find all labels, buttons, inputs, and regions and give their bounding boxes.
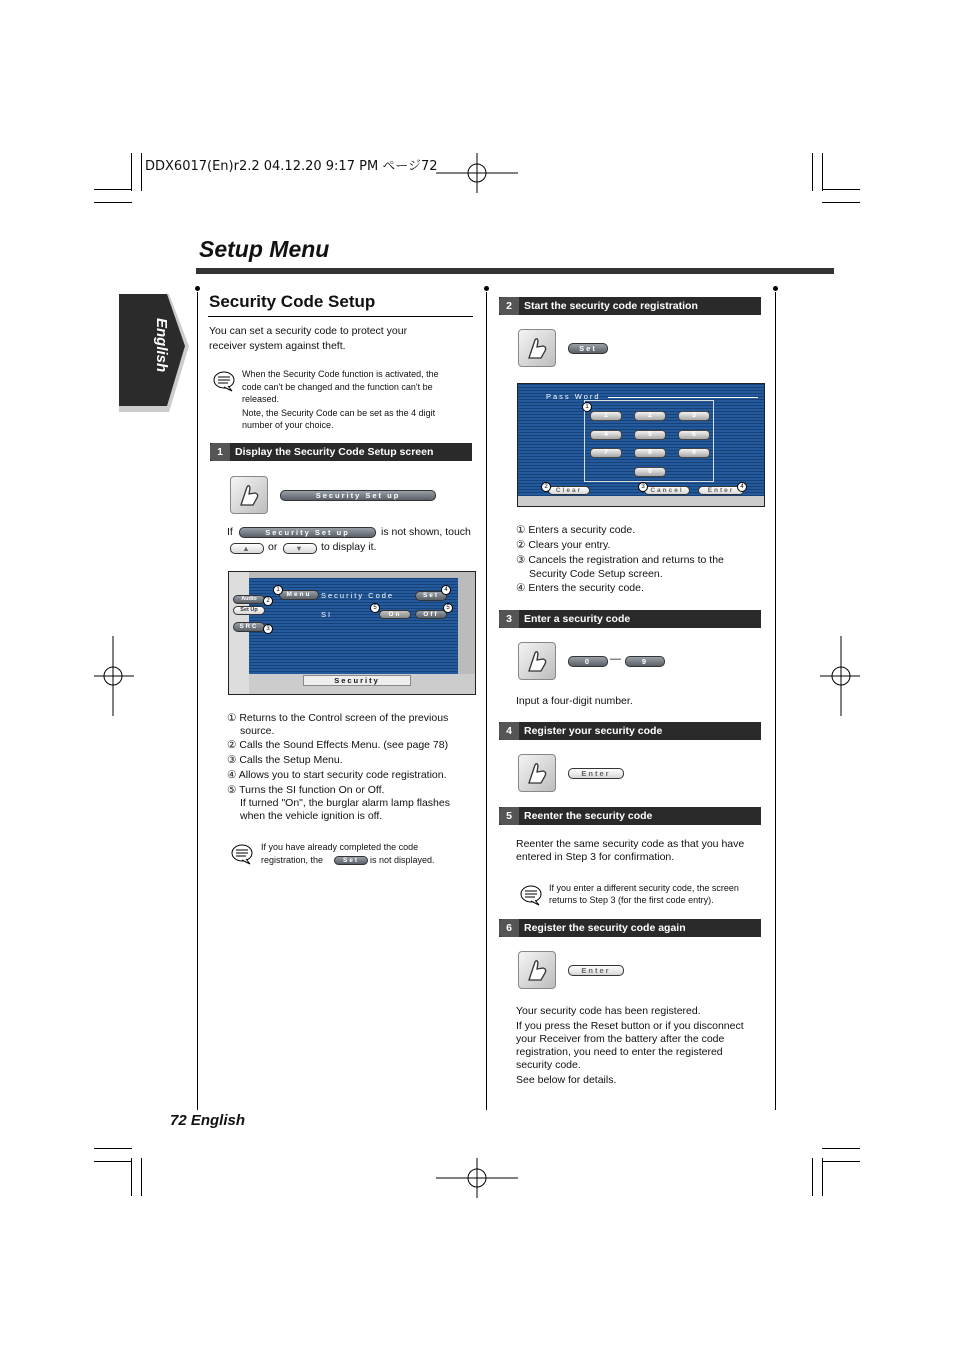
cancel-button[interactable]: Cancel [644, 486, 690, 495]
step-6-text: security code. [516, 1059, 581, 1071]
registration-mark-icon [436, 153, 518, 193]
crop-mark [94, 189, 132, 190]
keypad-key[interactable]: 2 [634, 411, 666, 421]
list-item: ③ Cancels the registration and returns to the [516, 554, 724, 566]
setup-button[interactable]: Set Up [233, 606, 265, 615]
step-label: Enter a security code [524, 613, 631, 625]
print-header: DDX6017(En)r2.2 04.12.20 9:17 PM ページ72 [145, 159, 438, 174]
step-1-header [210, 443, 472, 461]
step-number: 4 [499, 722, 519, 740]
list-item: when the vehicle ignition is off. [240, 810, 383, 822]
keypad-key[interactable]: 0 [634, 467, 666, 477]
crop-mark [94, 1148, 132, 1149]
keypad-key[interactable]: 4 [590, 430, 622, 440]
keypad-key[interactable]: 5 [634, 430, 666, 440]
digit-9-button[interactable]: 9 [625, 656, 665, 667]
note-line: Note, the Security Code can be set as the 4 digit [242, 408, 436, 418]
security-code-label: Security Code [321, 591, 395, 600]
callout-3: 3 [263, 624, 273, 634]
callout-2: 2 [263, 596, 273, 606]
digit-0-button[interactable]: 0 [568, 656, 608, 667]
column-rule [775, 292, 776, 1110]
scroll-up-button[interactable]: ▲ [230, 543, 264, 554]
step-6-text: Your security code has been registered. [516, 1005, 701, 1017]
step-4-header [499, 722, 761, 740]
crop-mark [131, 153, 132, 191]
list-item: ② Clears your entry. [516, 539, 611, 551]
crop-mark [822, 153, 823, 191]
crop-mark [822, 189, 860, 190]
callout-4: 4 [737, 482, 747, 492]
callout-1: 1 [273, 585, 283, 595]
note-icon [230, 843, 254, 865]
si-on-button[interactable]: On [379, 610, 411, 619]
intro-line: You can set a security code to protect your [209, 325, 408, 337]
screen-footer-label: Security [303, 675, 411, 686]
list-item: If turned "On", the burglar alarm lamp flashes [240, 797, 450, 809]
note-line: returns to Step 3 (for the first code entry). [549, 895, 714, 905]
callout-5: 5 [370, 603, 380, 613]
callout-5: 5 [443, 603, 453, 613]
touch-hand-icon [230, 476, 268, 514]
step-number: 5 [499, 807, 519, 825]
section-rule [208, 316, 473, 317]
step-number: 3 [499, 610, 519, 628]
note-line: number of your choice. [242, 420, 334, 430]
if-text: If [227, 526, 233, 538]
note-line: When the Security Code function is activated, the [242, 369, 439, 379]
step-label: Start the security code registration [524, 300, 698, 312]
range-dash: — [610, 653, 621, 665]
step-label: Reenter the security code [524, 810, 653, 822]
registration-mark-icon [436, 1158, 518, 1198]
step-label: Register the security code again [524, 922, 686, 934]
crop-mark [131, 1158, 132, 1196]
column-dot [773, 286, 778, 291]
step-label: Register your security code [524, 725, 663, 737]
callout-1: 1 [582, 402, 592, 412]
crop-mark [822, 1161, 860, 1162]
step-6-text: If you press the Reset button or if you disconnect [516, 1020, 744, 1032]
note-icon [212, 370, 236, 392]
note-line: is not displayed. [370, 855, 435, 865]
column-dot [484, 286, 489, 291]
enter-button[interactable]: Enter [568, 768, 624, 779]
touch-hand-icon [518, 642, 556, 680]
intro-line: receiver system against theft. [209, 340, 346, 352]
list-item: ② Calls the Sound Effects Menu. (see page 78) [227, 739, 449, 751]
list-item: ④ Allows you to start security code registration. [227, 769, 447, 781]
step-6-text: your Receiver from the battery after the code [516, 1033, 725, 1045]
column-rule [197, 292, 198, 1110]
step-number: 1 [210, 443, 230, 461]
column-dot [195, 286, 200, 291]
security-setup-button-inline[interactable]: Security Set up [239, 527, 376, 538]
language-tab-label: English [153, 318, 170, 373]
security-setup-screen [228, 571, 476, 695]
keypad-key[interactable]: 1 [590, 411, 622, 421]
list-item: ① Enters a security code. [516, 524, 636, 536]
audio-button[interactable]: Audio [233, 595, 265, 604]
touch-hand-icon [518, 951, 556, 989]
scroll-down-button[interactable]: ▼ [283, 543, 317, 554]
step-6-text: See below for details. [516, 1074, 617, 1086]
list-item: ① Returns to the Control screen of the previous [227, 712, 449, 724]
note-line: If you enter a different security code, the screen [549, 883, 739, 893]
crop-mark [812, 153, 813, 191]
keypad-key[interactable]: 7 [590, 448, 622, 458]
crop-mark [94, 202, 132, 203]
step-5-text: Reenter the same security code as that you have [516, 838, 745, 850]
registration-mark-icon [820, 636, 860, 716]
crop-mark [822, 202, 860, 203]
menu-button[interactable]: Menu [279, 590, 319, 600]
crop-mark [822, 1148, 860, 1149]
or-text: or [268, 541, 278, 553]
crop-mark [812, 1158, 813, 1196]
step-number: 6 [499, 919, 519, 937]
touch-hand-icon [518, 329, 556, 367]
callout-3: 3 [638, 482, 648, 492]
note-line: released. [242, 394, 280, 404]
security-setup-button[interactable]: Security Set up [280, 490, 436, 501]
si-label: SI [321, 610, 333, 619]
enter-button[interactable]: Enter [698, 486, 744, 495]
set-button-inline[interactable]: Set [334, 856, 368, 865]
title-rule [196, 268, 834, 274]
to-display-text: to display it. [321, 541, 377, 553]
keypad-key[interactable]: 3 [678, 411, 710, 421]
list-item: ③ Calls the Setup Menu. [227, 754, 343, 766]
step-label: Display the Security Code Setup screen [235, 446, 434, 458]
page-title: Setup Menu [199, 236, 330, 262]
crop-mark [822, 1158, 823, 1196]
note-icon [519, 884, 543, 906]
crop-mark [141, 153, 142, 191]
note-line: If you have already completed the code [261, 842, 419, 852]
password-screen [517, 383, 765, 507]
keypad-key[interactable]: 6 [678, 430, 710, 440]
callout-4: 4 [441, 585, 451, 595]
section-title: Security Code Setup [209, 292, 376, 311]
set-button[interactable]: Set [415, 591, 447, 601]
note-line: registration, the [261, 855, 324, 865]
clear-button[interactable]: Clear [548, 486, 590, 495]
keypad-key[interactable]: 8 [634, 448, 666, 458]
registration-mark-icon [94, 636, 134, 716]
keypad-key[interactable]: 9 [678, 448, 710, 458]
step-6-header [499, 919, 761, 937]
callout-2: 2 [541, 482, 551, 492]
step-number: 2 [499, 297, 519, 315]
note-line: code can't be changed and the function can't be [242, 382, 433, 392]
step-5-text: entered in Step 3 for confirmation. [516, 851, 675, 863]
list-item: source. [240, 725, 275, 737]
touch-hand-icon [518, 754, 556, 792]
list-item: ⑤ Turns the SI function On or Off. [227, 784, 385, 796]
step-5-header [499, 807, 761, 825]
step-3-text: Input a four-digit number. [516, 695, 633, 707]
step-6-text: registration, you need to enter the registered [516, 1046, 723, 1058]
page-footer: 72 English [170, 1112, 246, 1129]
set-button[interactable]: Set [568, 343, 608, 354]
enter-button[interactable]: Enter [568, 965, 624, 976]
src-button[interactable]: SRC [233, 622, 265, 632]
list-item: Security Code Setup screen. [529, 568, 663, 580]
step-3-header [499, 610, 761, 628]
step-2-header [499, 297, 761, 315]
crop-mark [94, 1161, 132, 1162]
list-item: ④ Enters the security code. [516, 582, 644, 594]
password-label: Pass Word [546, 392, 601, 401]
column-rule [486, 292, 487, 1110]
crop-mark [141, 1158, 142, 1196]
si-off-button[interactable]: Off [415, 610, 447, 619]
not-shown-text: is not shown, touch [381, 526, 471, 538]
